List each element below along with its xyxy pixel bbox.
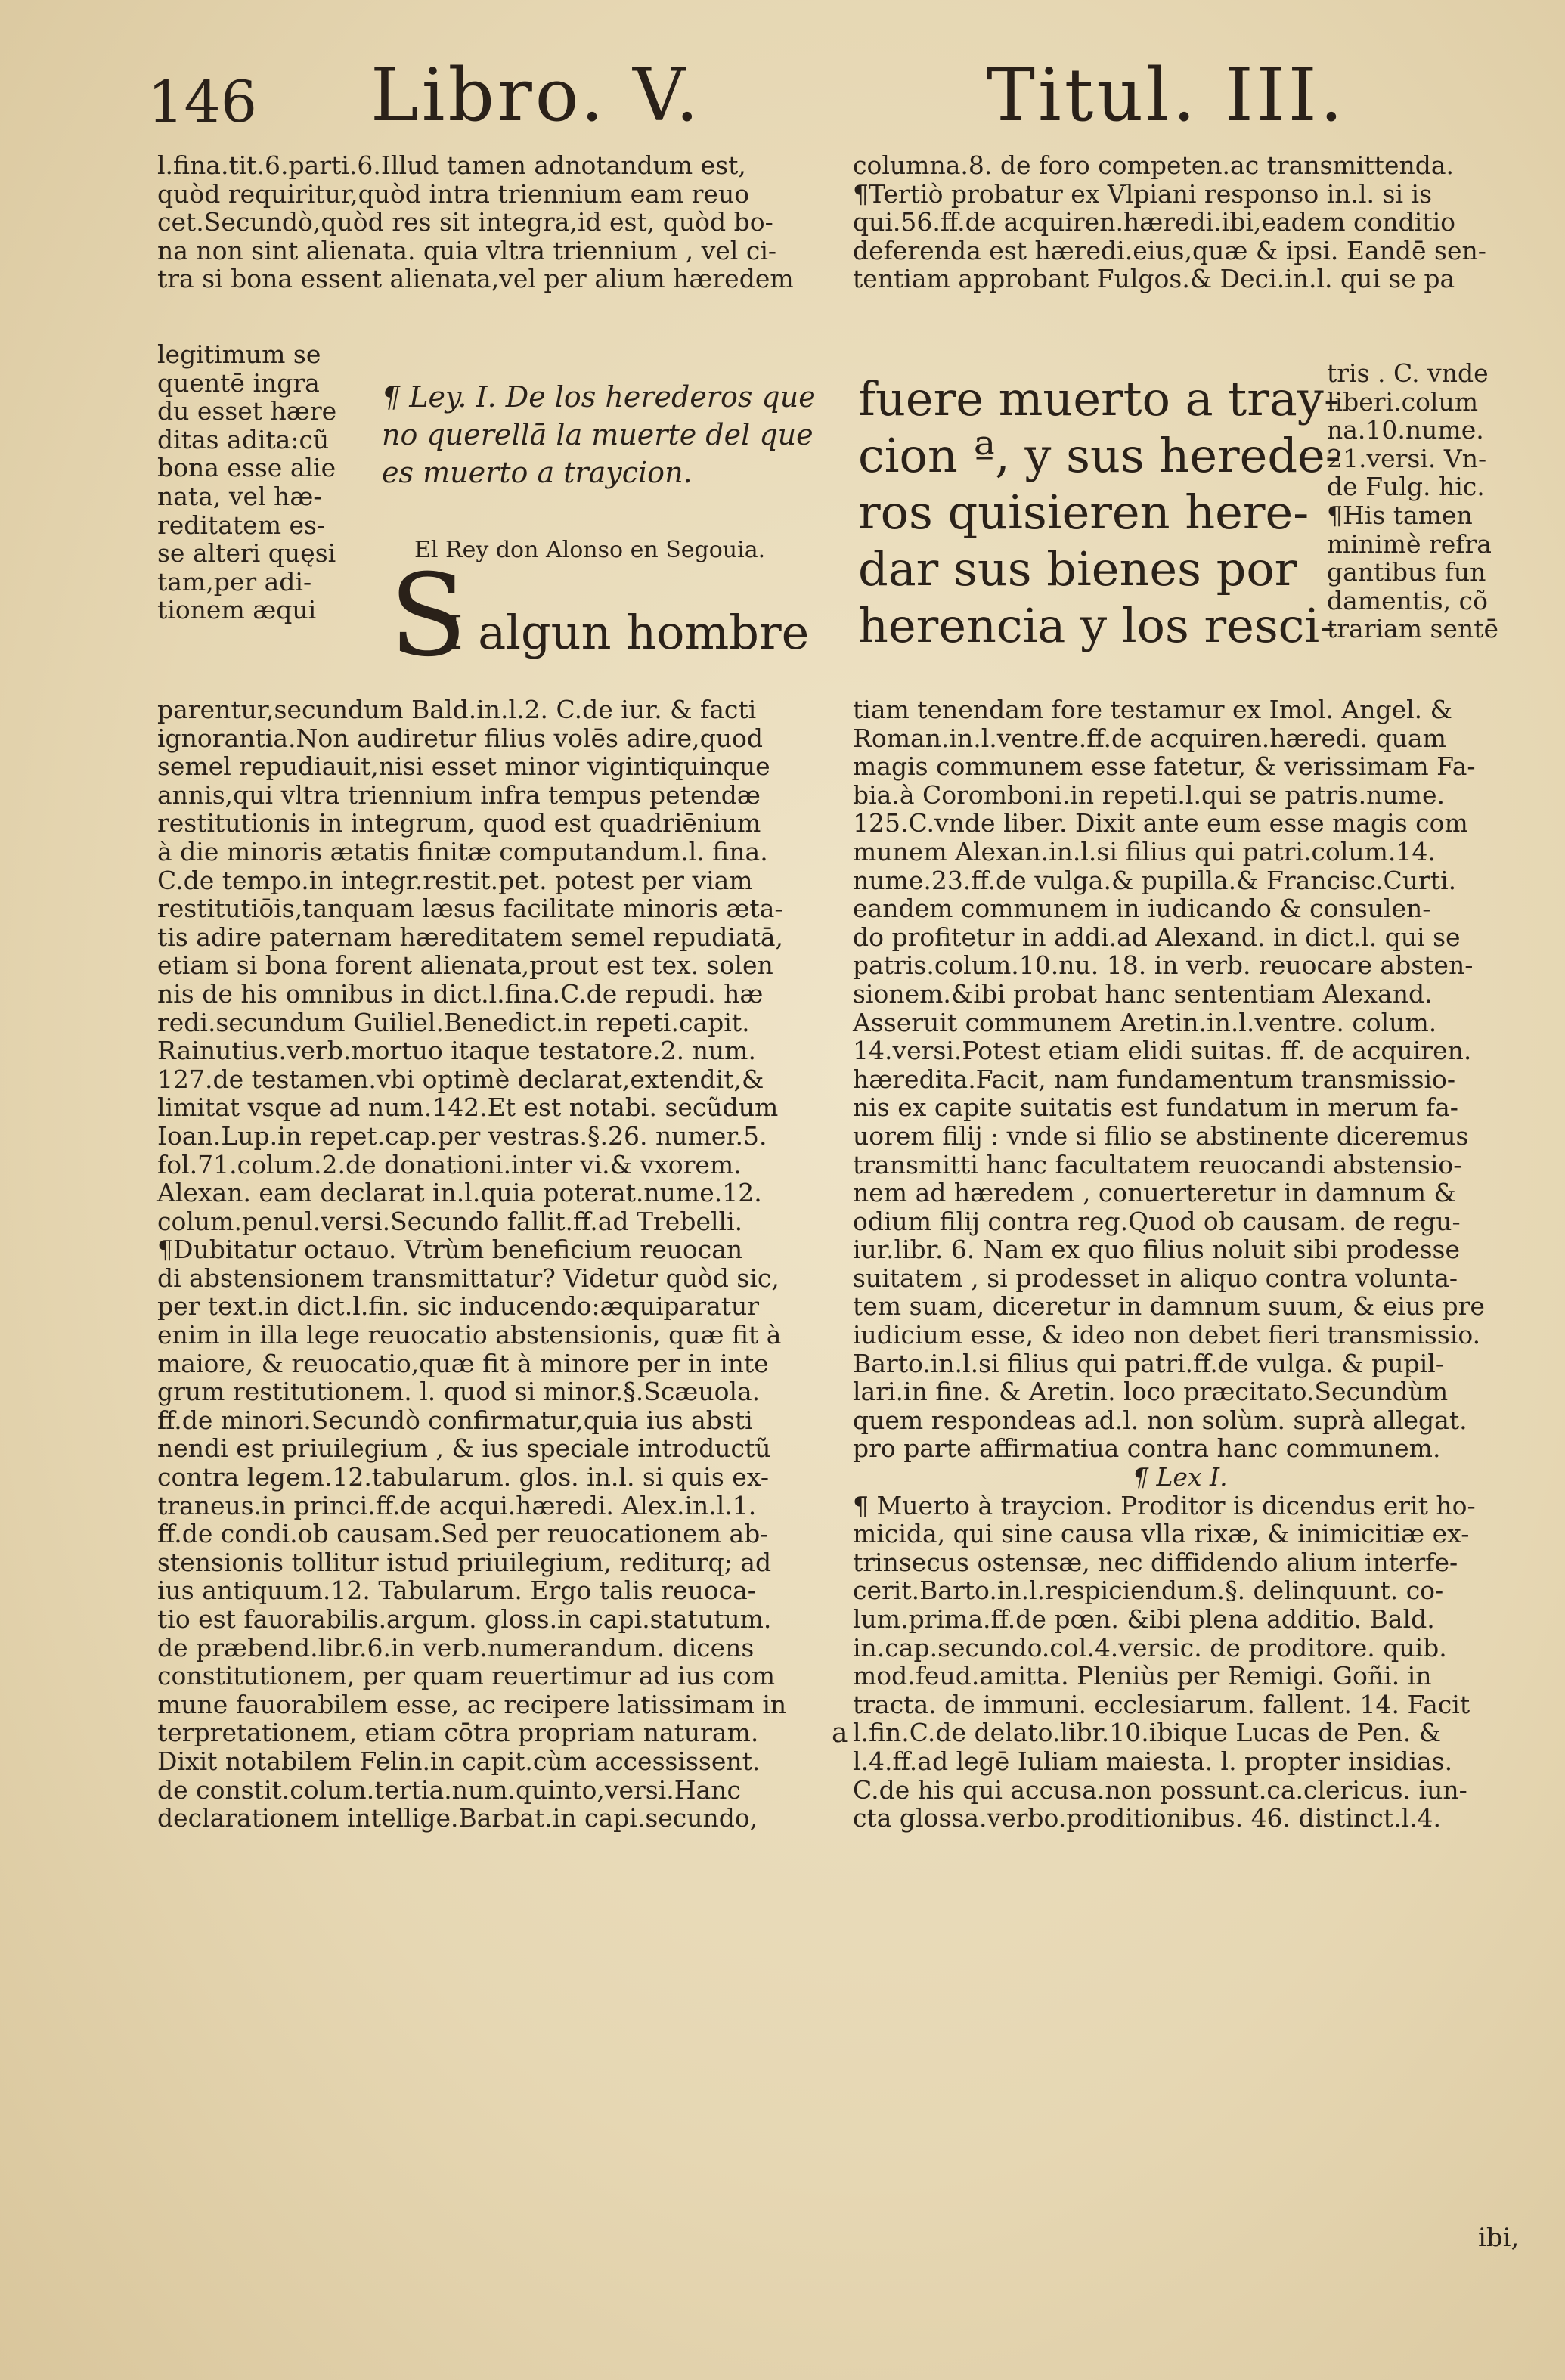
- law-text-continued: [858, 370, 1341, 654]
- text-line: lum.prima.ff.de pœn. &ibi plena additio. Bald.: [853, 1604, 1435, 1634]
- text-line: constitutionem, per quam reuertimur ad ius com: [157, 1661, 776, 1691]
- text-line: 127.de testamen.vbi optimè declarat,extendit,&: [157, 1064, 764, 1094]
- text-line: parentur,secundum Bald.in.l.2. C.de iur. & facti: [157, 695, 757, 724]
- text-line: declarationem intellige.Barbat.in capi.secundo,: [157, 1803, 758, 1833]
- text-line: nendi est priuilegium , & ius speciale introductũ: [157, 1433, 771, 1464]
- text-line: fol.71.colum.2.de donationi.inter vi.& vxorem.: [157, 1149, 742, 1179]
- left-column-body: [157, 696, 815, 1833]
- text-line: sionem.&ibi probat hanc sententiam Alexand.: [853, 978, 1433, 1009]
- law-line: fuere muerto a tray-: [858, 371, 1340, 426]
- text-line: iudicium esse, & ideo non debet fieri transmissio.: [853, 1320, 1481, 1350]
- text-line: semel repudiauit,nisi esset minor vigintiquinque: [157, 751, 770, 782]
- text-line: maiore, & reuocatio,quæ fit à minore per in inte: [157, 1348, 769, 1378]
- text-line: Alexan. eam declarat in.l.quia poterat.nume.12.: [157, 1178, 762, 1208]
- text-line: na.10.nume.: [1327, 415, 1484, 445]
- text-line: se alteri quęsi: [157, 538, 336, 569]
- marginal-note: a: [832, 1718, 848, 1749]
- text-line: per text.in dict.l.fin. sic inducendo:æquiparatur: [157, 1291, 760, 1322]
- text-line: tis adire paternam hæreditatem semel repudiatā,: [157, 922, 784, 952]
- law-line: dar sus bienes por: [858, 541, 1297, 597]
- text-line: terpretationem, etiam cōtra propriam naturam.: [157, 1718, 759, 1748]
- text-line: legitimum se: [157, 339, 321, 369]
- text-line: magis communem esse fatetur, & verissimam Fa-: [853, 751, 1476, 782]
- right-column-top: [853, 151, 1533, 293]
- text-line: lari.in fine. & Aretin. loco præcitato.Secundùm: [853, 1377, 1449, 1407]
- text-line: cet.Secundò,quòd res sit integra,id est, quòd bo-: [157, 207, 773, 237]
- text-line: colum.penul.versi.Secundo fallit.ff.ad Trebelli.: [157, 1206, 743, 1236]
- text-line: micida, qui sine causa vlla rixæ, & inimicitiæ ex-: [853, 1519, 1470, 1549]
- text-line: ditas adita:cũ: [157, 424, 330, 454]
- text-line: Ioan.Lup.in repet.cap.per vestras.§.26. numer.5.: [157, 1120, 767, 1151]
- text-line: quentē ingra: [157, 367, 320, 398]
- left-narrow-column: [157, 340, 346, 624]
- text-line: l.4.ff.ad legē Iuliam maiesta. l. propter insidias.: [853, 1746, 1453, 1776]
- text-line: limitat vsque ad num.142.Et est notabi. secũdum: [157, 1092, 779, 1123]
- text-line: grum restitutionem. l. quod si minor.§.Scæuola.: [157, 1377, 761, 1407]
- text-line: tem suam, diceretur in damnum suum, & eius pre: [853, 1291, 1485, 1322]
- text-line: nata, vel hæ-: [157, 481, 322, 511]
- text-line: cerit.Barto.in.l.respiciendum.§. delinquunt. co-: [853, 1576, 1444, 1606]
- text-line: iur.libr. 6. Nam ex quo filius noluit sibi prodesse: [853, 1235, 1460, 1265]
- text-line: transmitti hanc facultatem reuocandi abstensio-: [853, 1149, 1462, 1179]
- text-line: Barto.in.l.si filius qui patri.ff.de vulga. & pupil-: [853, 1348, 1444, 1378]
- text-line: nis ex capite suitatis est fundatum in merum fa-: [853, 1092, 1458, 1123]
- text-line: gantibus fun: [1327, 557, 1486, 587]
- text-line: tionem æqui: [157, 595, 317, 625]
- text-line: trinsecus ostensæ, nec diffidendo alium interfe-: [853, 1547, 1458, 1577]
- text-line: à die minoris ætatis finitæ computandum.l. fina.: [157, 836, 768, 866]
- right-narrow-column: [1327, 359, 1554, 643]
- text-line: 21.versi. Vn-: [1327, 443, 1487, 473]
- text-line: columna.8. de foro competen.ac transmittenda.: [853, 150, 1455, 180]
- law-line: cion ª, y sus herede-: [858, 428, 1341, 483]
- text-line: bona esse alie: [157, 453, 336, 483]
- text-line: Roman.in.l.ventre.ff.de acquiren.hæredi. quam: [853, 723, 1446, 753]
- text-line: tra si bona essent alienata,vel per alium hæredem: [157, 264, 794, 294]
- text-line: pro parte affirmatiua contra hanc communem.: [853, 1433, 1441, 1464]
- text-line: contra legem.12.tabularum. glos. in.l. si quis ex-: [157, 1462, 769, 1492]
- law-line: ros quisieren here-: [858, 485, 1309, 540]
- text-line: C.de tempo.in integr.restit.pet. potest per viam: [157, 865, 753, 895]
- text-line: patris.colum.10.nu. 18. in verb. reuocare absten-: [853, 950, 1474, 981]
- text-line: cta glossa.verbo.proditionibus. 46. distinct.l.4.: [853, 1803, 1441, 1833]
- text-line: Asseruit communem Aretin.in.l.ventre. colum.: [853, 1007, 1437, 1037]
- text-line: liberi.colum: [1327, 386, 1479, 417]
- rubric-line: no querellā la muerte del que: [382, 418, 813, 451]
- text-line: stensionis tollitur istud priuilegium, rediturq; ad: [157, 1547, 772, 1577]
- text-line: mune fauorabilem esse, ac recipere latissimam in: [157, 1689, 787, 1719]
- right-column-body: [853, 696, 1533, 1833]
- text-line: restitutiōis,tanquam læsus facilitate minoris æta-: [157, 894, 783, 924]
- title-heading: Titul. III.: [987, 53, 1347, 138]
- text-line: Dixit notabilem Felin.in capit.cùm accessissent.: [157, 1746, 761, 1776]
- text-line: nem ad hæredem , conuerteretur in damnum &: [853, 1178, 1456, 1208]
- text-line: de Fulg. hic.: [1327, 472, 1485, 502]
- text-line: enim in illa lege reuocatio abstensionis, quæ fit à: [157, 1320, 782, 1350]
- text-line: suitatem , si prodesset in aliquo contra volunta-: [853, 1263, 1458, 1293]
- text-line: hæredita.Facit, nam fundamentum transmissio-: [853, 1064, 1456, 1094]
- text-line: na non sint alienata. quia vltra triennium , vel ci-: [157, 235, 777, 265]
- text-line: quòd requiritur,quòd intra triennium eam reuo: [157, 178, 750, 209]
- text-line: eandem communem in iudicando & consulen-: [853, 894, 1431, 924]
- text-line: bia.à Coromboni.in repeti.l.qui se patris.nume.: [853, 779, 1445, 810]
- text-line: etiam si bona forent alienata,prout est tex. solen: [157, 950, 773, 981]
- text-line: redi.secundum Guiliel.Benedict.in repeti.capit.: [157, 1007, 750, 1037]
- book-heading: Libro. V.: [370, 53, 702, 138]
- king-attribution: El Rey don Alonso en Segouia.: [414, 537, 766, 563]
- text-line: quem respondeas ad.l. non solùm. suprà allegat.: [853, 1405, 1467, 1435]
- text-line: tracta. de immuni. ecclesiarum. fallent. 14. Facit: [853, 1689, 1470, 1719]
- text-line: annis,qui vltra triennium infra tempus petendæ: [157, 779, 761, 810]
- law-rubric: [382, 378, 816, 491]
- text-line: nume.23.ff.de vulga.& pupilla.& Francisc.Curti.: [853, 865, 1457, 895]
- catchword: ibi,: [1478, 2223, 1520, 2253]
- text-line: trariam sentē: [1327, 614, 1499, 644]
- text-line: reditatem es-: [157, 510, 326, 540]
- text-line: 125.C.vnde liber. Dixit ante eum esse magis com: [853, 808, 1468, 838]
- text-line: do profitetur in addi.ad Alexand. in dict.l. qui se: [853, 922, 1461, 952]
- text-line: ¶ Muerto à traycion. Proditor is dicendus erit ho-: [853, 1490, 1476, 1520]
- text-line: tio est fauorabilis.argum. gloss.in capi.statutum.: [157, 1604, 772, 1634]
- text-line: de præbend.libr.6.in verb.numerandum. dicens: [157, 1632, 755, 1663]
- rubric-line: es muerto a traycion.: [382, 456, 693, 489]
- law-line: herencia y los resci-: [858, 598, 1336, 653]
- text-line: ¶Dubitatur octauo. Vtrùm beneficium reuocan: [157, 1235, 743, 1265]
- text-line: l.fina.tit.6.parti.6.Illud tamen adnotandum est,: [157, 150, 746, 180]
- law-opening-line: I algun hombre: [445, 605, 810, 660]
- text-line: ff.de minori.Secundò confirmatur,quia ius absti: [157, 1405, 753, 1435]
- text-line: l.fin.C.de delato.libr.10.ibique Lucas de Pen. &: [853, 1718, 1442, 1748]
- text-line: munem Alexan.in.l.si filius qui patri.colum.14.: [853, 836, 1436, 866]
- running-head: [147, 53, 1520, 136]
- text-line: C.de his qui accusa.non possunt.ca.clericus. iun-: [853, 1774, 1467, 1805]
- rubric-line: ¶ Ley. I. De los herederos que: [382, 380, 816, 414]
- section-heading: ¶ Lex I.: [1133, 1462, 1228, 1492]
- text-line: minimè refra: [1327, 528, 1492, 559]
- text-line: ¶His tamen: [1327, 500, 1473, 530]
- text-line: ff.de condi.ob causam.Sed per reuocationem ab-: [157, 1519, 769, 1549]
- text-line: odium filij contra reg.Quod ob causam. de regu-: [853, 1206, 1461, 1236]
- text-line: di abstensionem transmittatur? Videtur quòd sic,: [157, 1263, 779, 1293]
- page-number: 146: [147, 68, 258, 135]
- text-line: uorem filij : vnde si filio se abstinente diceremus: [853, 1120, 1469, 1151]
- text-line: 14.versi.Potest etiam elidi suitas. ff. de acquiren.: [853, 1036, 1472, 1066]
- text-line: tris . C. vnde: [1327, 358, 1489, 388]
- text-line: deferenda est hæredi.eius,quæ & ipsi. Eandē sen-: [853, 235, 1486, 265]
- text-line: qui.56.ff.de acquiren.hæredi.ibi,eadem conditio: [853, 207, 1456, 237]
- text-line: traneus.in princi.ff.de acqui.hæredi. Alex.in.l.1.: [157, 1490, 757, 1520]
- text-line: nis de his omnibus in dict.l.fina.C.de repudi. hæ: [157, 978, 764, 1009]
- text-line: tam,per adi-: [157, 566, 312, 597]
- text-line: ius antiquum.12. Tabularum. Ergo talis reuoca-: [157, 1576, 756, 1606]
- text-line: mod.feud.amitta. Pleniùs per Remigi. Goñi. in: [853, 1661, 1432, 1691]
- left-column-top: [157, 151, 815, 293]
- text-line: in.cap.secundo.col.4.versic. de proditore. quib.: [853, 1632, 1447, 1663]
- text-line: restitutionis in integrum, quod est quadriēnium: [157, 808, 761, 838]
- text-line: damentis, cõ: [1327, 585, 1488, 615]
- text-line: du esset hære: [157, 396, 337, 426]
- text-line: tentiam approbant Fulgos.& Deci.in.l. qui se pa: [853, 264, 1455, 294]
- text-line: ¶Tertiò probatur ex Vlpiani responso in.l. si is: [853, 178, 1433, 209]
- drop-cap: S: [389, 550, 467, 682]
- text-line: tiam tenendam fore testamur ex Imol. Angel. &: [853, 695, 1453, 724]
- text-line: ignorantia.Non audiretur filius volēs adire,quod: [157, 723, 763, 753]
- text-line: de constit.colum.tertia.num.quinto,versi.Hanc: [157, 1774, 741, 1805]
- text-line: Rainutius.verb.mortuo itaque testatore.2. num.: [157, 1036, 756, 1066]
